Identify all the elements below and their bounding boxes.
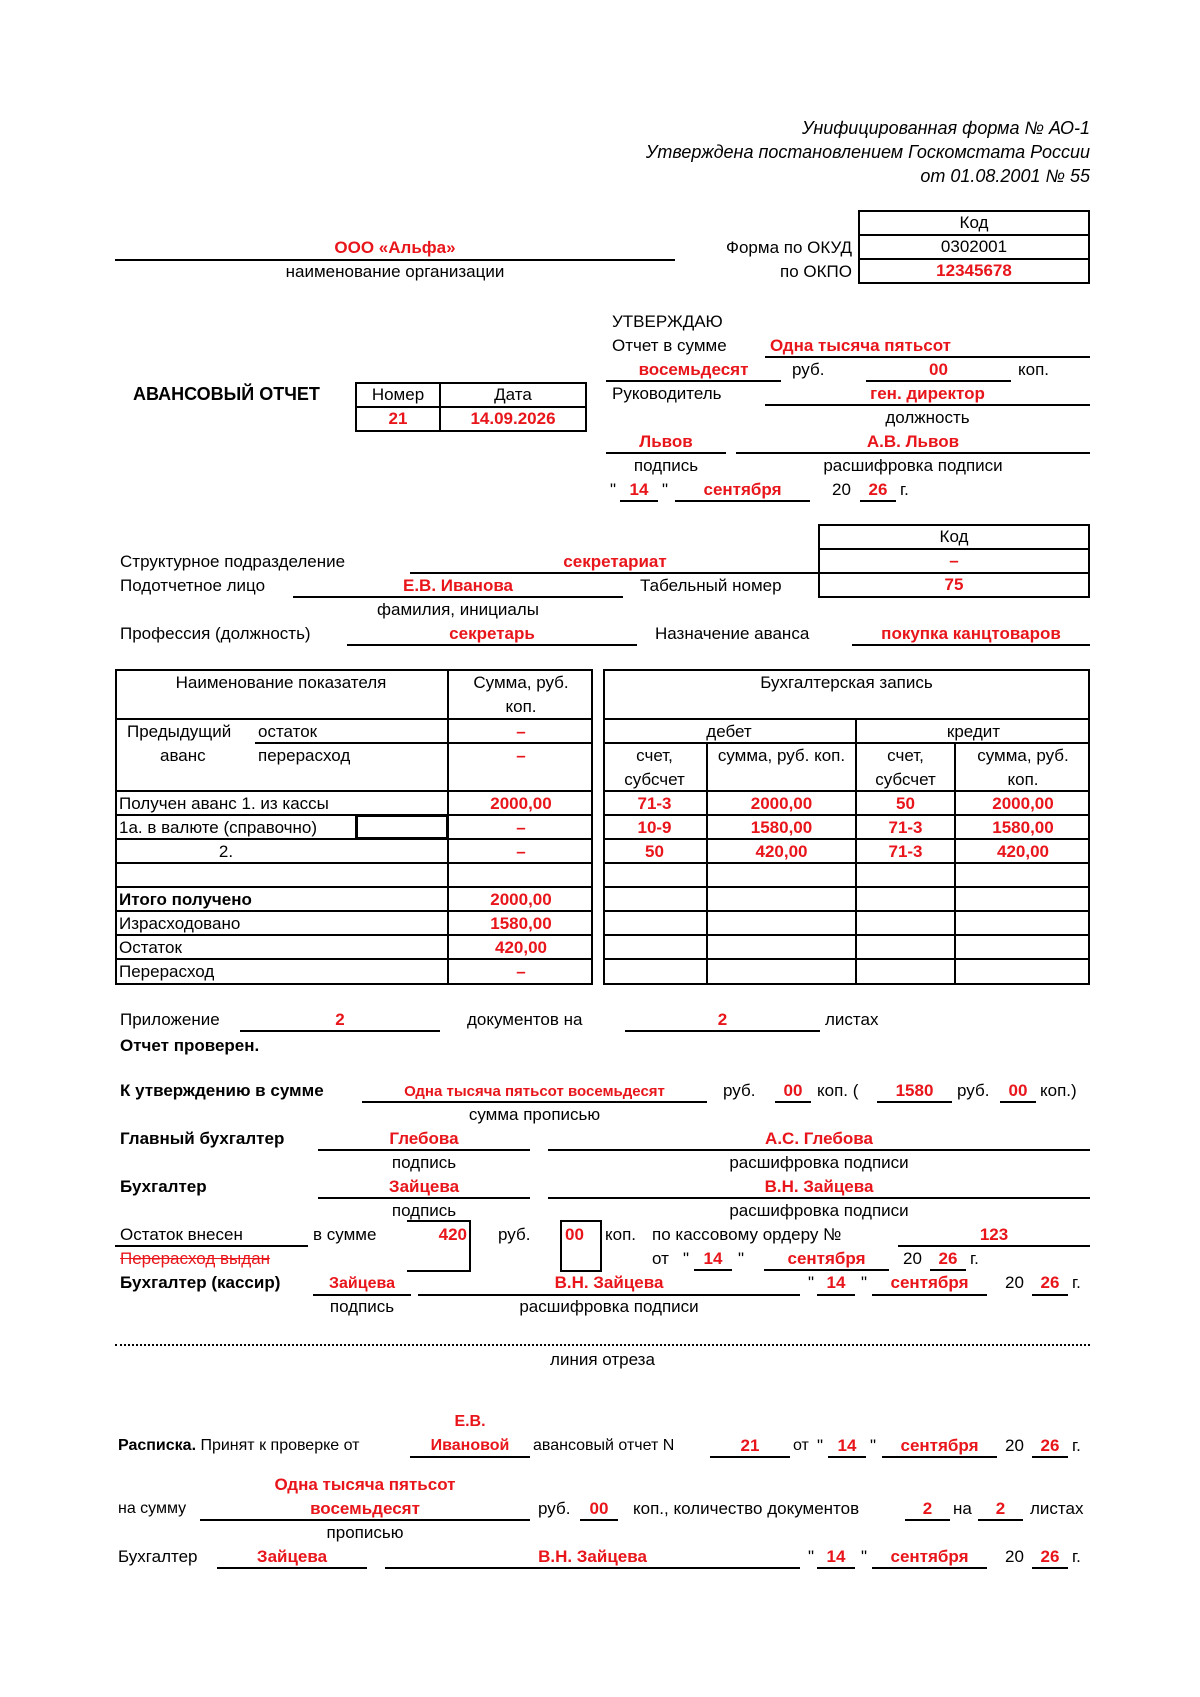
receipt-acc-name-line xyxy=(385,1567,800,1569)
cashier-month-line xyxy=(872,1294,987,1296)
row-line xyxy=(603,886,1090,888)
credit-header: кредит xyxy=(946,722,1001,741)
remainder-day-line xyxy=(694,1269,732,1271)
accounting-cell-debit-account[interactable]: 10-9 xyxy=(637,818,672,837)
col-name-header: Наименование показателя xyxy=(175,673,387,692)
accountant-signature[interactable]: Зайцева xyxy=(388,1177,460,1196)
debit-sum-header: сумма, руб. коп. xyxy=(717,746,846,765)
cashier-year-suffix: г. xyxy=(1072,1273,1081,1292)
chief-name-line xyxy=(548,1149,1090,1151)
approve-sum-label: Отчет в сумме xyxy=(612,336,727,355)
col-divider xyxy=(706,742,708,985)
accounting-title: Бухгалтерская запись xyxy=(760,673,933,692)
receipt-from-name[interactable]: Ивановой xyxy=(430,1437,510,1454)
over-value[interactable]: – xyxy=(516,962,526,981)
cashier-year-line xyxy=(1032,1294,1068,1296)
purpose-line xyxy=(852,644,1090,646)
cashier-sig-line xyxy=(313,1294,411,1296)
okud-label: Форма по ОКУД xyxy=(726,238,852,257)
approve-sum-kop-line xyxy=(775,1101,811,1103)
receipt-report-number[interactable]: 21 xyxy=(740,1436,760,1455)
chief-sig-caption: подпись xyxy=(391,1153,457,1172)
tab-number[interactable]: 75 xyxy=(819,573,1089,597)
accounting-cell-debit-sum[interactable]: 2000,00 xyxy=(750,794,813,813)
total-value[interactable]: 2000,00 xyxy=(490,890,552,909)
accounting-cell-credit-sum[interactable]: 1580,00 xyxy=(992,818,1054,837)
remainder-year-prefix: 20 xyxy=(903,1249,922,1268)
accounting-cell-debit-account[interactable]: 71-3 xyxy=(637,794,672,813)
approve-kop-value[interactable]: 00 xyxy=(929,360,948,379)
accounting-cell-credit-sum[interactable]: 420,00 xyxy=(997,842,1049,861)
accountant-sig-line xyxy=(318,1197,530,1199)
approve-sum-kop2[interactable]: 00 xyxy=(1008,1081,1028,1100)
receipt-acc-sig-line xyxy=(217,1567,367,1569)
currency-label: 1а. в валюте (справочно) xyxy=(119,818,318,837)
approve-sum-rub-label2: руб. xyxy=(957,1081,990,1100)
person-caption: фамилия, инициалы xyxy=(377,600,539,619)
accountant-label: Бухгалтер xyxy=(120,1177,207,1196)
person-name[interactable]: Е.В. Иванова xyxy=(402,576,514,595)
remainder-year[interactable]: 26 xyxy=(938,1249,958,1268)
cashier-signature[interactable]: Зайцева xyxy=(328,1275,395,1292)
approve-sum-label2: К утверждению в сумме xyxy=(120,1081,324,1100)
remainder-order-line xyxy=(898,1245,1090,1247)
chief-accountant-name[interactable]: А.С. Глебова xyxy=(765,1129,873,1148)
quote-close: " xyxy=(861,1273,868,1292)
report-date[interactable]: 14.09.2026 xyxy=(440,407,586,431)
accounting-cell-credit-account[interactable]: 71-3 xyxy=(888,818,923,837)
person-code-header: Код xyxy=(819,525,1089,549)
total-label: Итого получено xyxy=(119,890,252,909)
receipt-acc-day-line xyxy=(817,1567,855,1569)
head-label: Руководитель xyxy=(612,384,722,403)
remainder-rub-label: руб. xyxy=(498,1225,531,1244)
accounting-cell-debit-account[interactable]: 50 xyxy=(645,842,664,861)
credit-sum-header-2: коп. xyxy=(1007,770,1039,789)
profession-label: Профессия (должность) xyxy=(120,624,311,643)
number-header: Номер xyxy=(356,383,440,407)
head-name-line xyxy=(736,452,1090,454)
chief-name-caption: расшифровка подписи xyxy=(729,1153,909,1172)
row-line xyxy=(603,934,1090,936)
purpose-label: Назначение аванса xyxy=(655,624,810,643)
quote-close: " xyxy=(870,1436,877,1455)
receipt-accountant-signature[interactable]: Зайцева xyxy=(256,1547,328,1566)
quote-open: " xyxy=(610,480,617,499)
cashier-day-line xyxy=(817,1294,855,1296)
row-line xyxy=(255,742,593,744)
credit-account-header-2: субсчет xyxy=(875,770,936,789)
row-line xyxy=(115,838,593,840)
item2-label: 2. xyxy=(218,842,234,861)
receipt-year-prefix: 20 xyxy=(1005,1436,1024,1455)
chief-accountant-signature[interactable]: Глебова xyxy=(389,1129,459,1148)
receipt-number-line xyxy=(710,1456,790,1458)
organization-name[interactable]: ООО «Альфа» xyxy=(334,238,456,257)
receipt-accepted-label: Принят к проверке от xyxy=(200,1437,360,1454)
approve-sum-words-line xyxy=(362,1101,707,1103)
approve-kop-label: коп. xyxy=(1018,360,1050,379)
person-name-line xyxy=(293,596,623,598)
receipt-day-line xyxy=(828,1456,866,1458)
approve-sum-words-1[interactable]: Одна тысяча пятьсот xyxy=(770,336,952,355)
approve-month[interactable]: сентября xyxy=(703,480,782,499)
remainder-order-label: по кассовому ордеру № xyxy=(652,1225,842,1244)
receipt-sum-words-2[interactable]: восемьдесят xyxy=(310,1499,420,1518)
receipt-acc-year[interactable]: 26 xyxy=(1040,1547,1060,1566)
approve-kop-line xyxy=(866,380,1011,382)
cashier-sig-caption: подпись xyxy=(329,1297,395,1316)
accounting-cell-credit-account[interactable]: 71-3 xyxy=(888,842,923,861)
credit-account-header-1: счет, xyxy=(887,746,924,765)
accountant-sig-caption: подпись xyxy=(391,1201,457,1220)
department-line xyxy=(410,572,820,574)
report-number[interactable]: 21 xyxy=(356,407,440,431)
approve-year[interactable]: 26 xyxy=(868,480,888,499)
remainder-deposited-line xyxy=(115,1245,308,1247)
approve-day[interactable]: 14 xyxy=(629,480,649,499)
credit-sum-header-1: сумма, руб. xyxy=(977,746,1069,765)
row-line xyxy=(603,838,1090,840)
receipt-acc-day[interactable]: 14 xyxy=(826,1547,846,1566)
approve-sum-rub-num[interactable]: 1580 xyxy=(895,1081,934,1100)
cashier-month[interactable]: сентября xyxy=(890,1273,969,1292)
receipt-sum-line xyxy=(200,1519,530,1521)
attachment-docs[interactable]: 2 xyxy=(335,1010,345,1029)
receipt-month-line xyxy=(882,1456,997,1458)
remainder-month[interactable]: сентября xyxy=(787,1249,866,1268)
prev-over-value[interactable]: – xyxy=(516,746,526,765)
date-header: Дата xyxy=(440,383,586,407)
accounting-cell-credit-account[interactable]: 50 xyxy=(896,794,915,813)
approve-title: УТВЕРЖДАЮ xyxy=(612,312,723,331)
spent-value[interactable]: 1580,00 xyxy=(490,914,552,933)
department-code[interactable]: – xyxy=(819,549,1089,573)
prev-over-label: перерасход xyxy=(258,746,351,765)
form-title-line2: Утверждена постановлением Госкомстата России xyxy=(645,142,1090,162)
row-line xyxy=(603,958,1090,960)
over-label: Перерасход xyxy=(119,962,215,981)
received-label: Получен аванс 1. из кассы xyxy=(119,794,329,813)
codes-header: Код xyxy=(859,211,1089,235)
approve-rub-label: руб. xyxy=(792,360,825,379)
cut-line xyxy=(115,1344,1090,1346)
head-position-line xyxy=(765,404,1090,406)
report-number-date-table xyxy=(355,382,587,432)
receipt-on-label: на xyxy=(953,1499,972,1518)
row-line xyxy=(115,862,593,864)
cashier-label: Бухгалтер (кассир) xyxy=(120,1273,281,1292)
report-checked: Отчет проверен. xyxy=(120,1036,260,1055)
remain-value[interactable]: 420,00 xyxy=(495,938,547,957)
row-line xyxy=(115,934,593,936)
okpo-label: по ОКПО xyxy=(780,262,852,281)
quote-open: " xyxy=(808,1547,815,1566)
head-name-caption: расшифровка подписи xyxy=(823,456,1003,475)
row-line xyxy=(603,814,1090,816)
quote-close: " xyxy=(738,1249,745,1268)
row-line xyxy=(603,910,1090,912)
receipt-acc-year-line xyxy=(1032,1567,1068,1569)
profession-line xyxy=(347,644,637,646)
chief-accountant-label: Главный бухгалтер xyxy=(120,1129,285,1148)
receipt-kop[interactable]: 00 xyxy=(589,1499,609,1518)
receipt-rub-label: руб. xyxy=(538,1499,571,1518)
attachment-sheets[interactable]: 2 xyxy=(717,1010,728,1029)
purpose-value[interactable]: покупка канцтоваров xyxy=(881,624,1061,643)
receipt-sum-label: на сумму xyxy=(118,1500,187,1517)
receipt-day[interactable]: 14 xyxy=(837,1436,857,1455)
codes-table xyxy=(858,210,1090,284)
okpo-value[interactable]: 12345678 xyxy=(859,259,1089,283)
approve-sum-kop2-line xyxy=(1000,1101,1036,1103)
quote-open: " xyxy=(808,1273,815,1292)
remainder-rub-value[interactable]: 420 xyxy=(438,1225,467,1244)
receipt-year-suffix: г. xyxy=(1072,1436,1081,1455)
approve-sum-kop-label2: коп.) xyxy=(1040,1081,1077,1100)
head-signature-name[interactable]: А.В. Львов xyxy=(866,432,960,451)
prev-remain-label: остаток xyxy=(258,722,318,741)
report-title: АВАНСОВЫЙ ОТЧЕТ xyxy=(133,384,320,404)
approve-sum-caption: сумма прописью xyxy=(468,1105,601,1124)
remainder-order-number[interactable]: 123 xyxy=(979,1225,1009,1244)
attachment-docs-label: документов на xyxy=(467,1010,583,1029)
received-value[interactable]: 2000,00 xyxy=(490,794,552,813)
row-line xyxy=(603,718,1090,720)
head-signature-line xyxy=(606,452,726,454)
receipt-year[interactable]: 26 xyxy=(1040,1436,1060,1455)
attachment-sheets-line xyxy=(625,1030,820,1032)
remainder-month-line xyxy=(764,1269,889,1271)
receipt-sheets-line xyxy=(978,1519,1023,1521)
receipt-month[interactable]: сентября xyxy=(900,1436,979,1455)
accountant-name-line xyxy=(548,1197,1090,1199)
receipt-report-label: авансовый отчет N xyxy=(533,1437,675,1454)
receipt-docs-line xyxy=(905,1519,950,1521)
cut-line-label: линия отреза xyxy=(550,1350,655,1369)
accountant-name-caption: расшифровка подписи xyxy=(729,1201,909,1220)
quote-close: " xyxy=(662,480,669,499)
person-codes-table xyxy=(818,524,1090,598)
receipt-acc-year-prefix: 20 xyxy=(1005,1547,1024,1566)
spent-label: Израсходовано xyxy=(119,914,241,933)
quote-open: " xyxy=(683,1249,690,1268)
receipt-sum-words-1[interactable]: Одна тысяча пятьсот xyxy=(274,1475,456,1494)
remainder-overspent-label: Перерасход выдан xyxy=(120,1249,271,1268)
approve-sum-rub-num-line xyxy=(877,1101,952,1103)
organization-line xyxy=(115,259,675,261)
cashier-name-line xyxy=(418,1294,800,1296)
receipt-words-caption: прописью xyxy=(326,1523,404,1542)
prev-advance-label-1: Предыдущий xyxy=(127,722,232,741)
row-line xyxy=(115,790,593,792)
row-line xyxy=(115,718,593,720)
attachment-label: Приложение xyxy=(120,1010,220,1029)
prev-advance-label-2: аванс xyxy=(160,746,206,765)
remainder-from-label: от xyxy=(652,1249,669,1268)
currency-value[interactable]: – xyxy=(516,818,526,837)
receipt-title: Расписка. xyxy=(118,1437,197,1454)
debit-account-header-2: субсчет xyxy=(624,770,685,789)
row-line xyxy=(603,742,1090,744)
form-title-line3: от 01.08.2001 № 55 xyxy=(920,166,1090,186)
receipt-from-initials[interactable]: Е.В. xyxy=(454,1413,486,1430)
col-sum-header-1: Сумма, руб. xyxy=(473,673,569,692)
form-title-line1: Унифицированная форма № АО-1 xyxy=(802,118,1090,138)
prev-remain-value[interactable]: – xyxy=(516,722,526,741)
receipt-sheets[interactable]: 2 xyxy=(995,1499,1006,1518)
col-sum-header-2: коп. xyxy=(505,697,537,716)
approve-year-line xyxy=(860,500,896,502)
cashier-day[interactable]: 14 xyxy=(826,1273,846,1292)
department-label: Структурное подразделение xyxy=(120,552,346,571)
approve-year-suffix: г. xyxy=(900,480,909,499)
receipt-from-label: от xyxy=(793,1437,809,1454)
approve-sum-rub-label: руб. xyxy=(723,1081,756,1100)
row-line xyxy=(115,814,593,816)
receipt-accountant-name[interactable]: В.Н. Зайцева xyxy=(538,1547,647,1566)
approve-sum-line-2 xyxy=(606,380,781,382)
remainder-deposited-label: Остаток внесен xyxy=(120,1225,243,1244)
approve-month-line xyxy=(675,500,810,502)
quote-close: " xyxy=(861,1547,868,1566)
head-signature-caption: подпись xyxy=(633,456,699,475)
receipt-acc-month-line xyxy=(872,1567,987,1569)
head-position[interactable]: ген. директор xyxy=(870,384,985,403)
department-value[interactable]: секретариат xyxy=(563,552,667,571)
debit-header: дебет xyxy=(706,722,752,741)
receipt-kop-line xyxy=(580,1519,618,1521)
row-line xyxy=(603,790,1090,792)
quote-open: " xyxy=(817,1436,824,1455)
approve-sum-kop-label: коп. ( xyxy=(817,1081,859,1100)
receipt-acc-year-suffix: г. xyxy=(1072,1547,1081,1566)
head-position-caption: должность xyxy=(885,408,970,427)
chief-sig-line xyxy=(318,1149,530,1151)
remainder-year-suffix: г. xyxy=(970,1249,979,1268)
cashier-year[interactable]: 26 xyxy=(1040,1273,1060,1292)
receipt-kop-docs-label: коп., количество документов xyxy=(633,1499,860,1518)
profession-value[interactable]: секретарь xyxy=(449,624,535,643)
receipt-accountant-label: Бухгалтер xyxy=(118,1547,198,1566)
receipt-docs[interactable]: 2 xyxy=(922,1499,933,1518)
cashier-year-prefix: 20 xyxy=(1005,1273,1024,1292)
remainder-kop-value[interactable]: 00 xyxy=(565,1225,584,1244)
receipt-sheets-label: листах xyxy=(1030,1499,1084,1518)
remainder-kop-label: коп. xyxy=(605,1225,637,1244)
tab-label: Табельный номер xyxy=(640,576,782,595)
remainder-day[interactable]: 14 xyxy=(703,1249,723,1268)
approve-year-prefix: 20 xyxy=(832,480,851,499)
remainder-year-line xyxy=(930,1269,966,1271)
accounting-cell-debit-sum[interactable]: 420,00 xyxy=(755,842,808,861)
cashier-name[interactable]: В.Н. Зайцева xyxy=(554,1273,664,1292)
approve-day-line xyxy=(620,500,658,502)
remain-label: Остаток xyxy=(119,938,182,957)
currency-input-box[interactable] xyxy=(355,814,449,840)
cashier-name-caption: расшифровка подписи xyxy=(519,1297,699,1316)
accounting-cell-credit-sum[interactable]: 2000,00 xyxy=(992,794,1054,813)
approve-sum-words[interactable]: Одна тысяча пятьсот восемьдесят xyxy=(404,1083,665,1100)
row-line xyxy=(115,910,593,912)
organization-caption: наименование организации xyxy=(285,262,505,281)
row-line xyxy=(115,958,593,960)
receipt-acc-month[interactable]: сентября xyxy=(890,1547,969,1566)
accounting-cell-debit-sum[interactable]: 1580,00 xyxy=(750,818,813,837)
receipt-year-line xyxy=(1032,1456,1068,1458)
attachment-sheets-label: листах xyxy=(825,1010,879,1029)
item2-value[interactable]: – xyxy=(516,842,526,861)
approve-sum-words-2[interactable]: восемьдесят xyxy=(638,360,749,379)
receipt-from-line xyxy=(410,1456,530,1458)
person-label: Подотчетное лицо xyxy=(120,576,266,595)
approve-sum-kop[interactable]: 00 xyxy=(783,1081,803,1100)
remainder-in-sum-label: в сумме xyxy=(313,1225,377,1244)
row-line xyxy=(115,886,593,888)
approve-sum-line-1 xyxy=(765,356,1090,358)
debit-account-header-1: счет, xyxy=(636,746,673,765)
head-signature[interactable]: Львов xyxy=(639,432,693,451)
okud-value[interactable]: 0302001 xyxy=(859,235,1089,259)
row-line xyxy=(603,862,1090,864)
accountant-name[interactable]: В.Н. Зайцева xyxy=(764,1177,874,1196)
attachment-docs-line xyxy=(240,1030,440,1032)
